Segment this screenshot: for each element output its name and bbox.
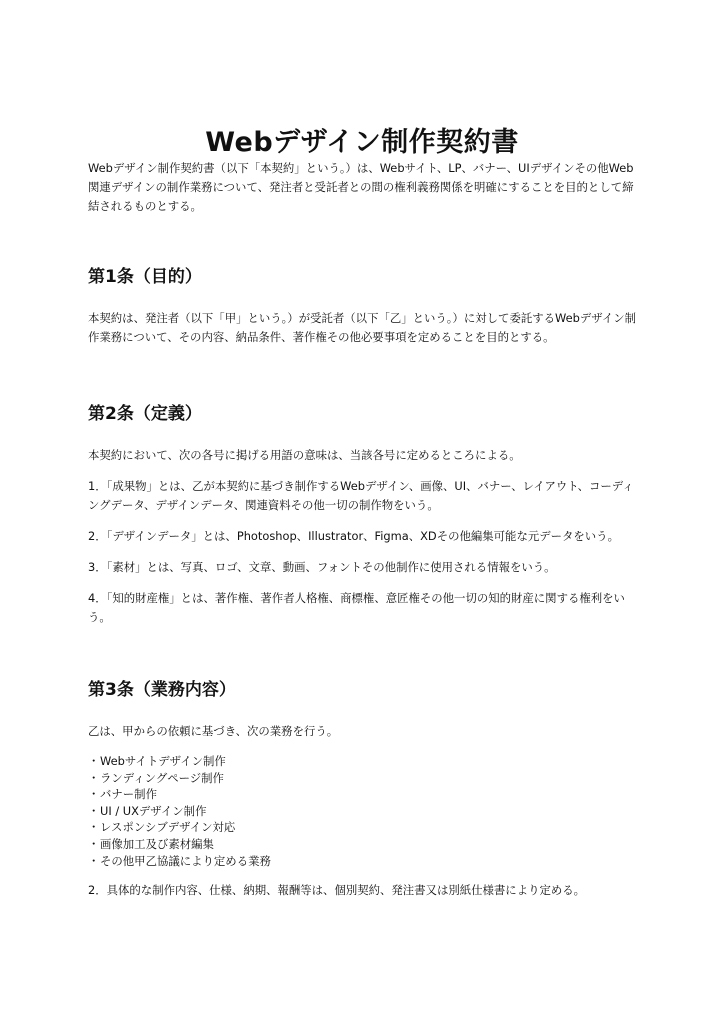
list-item	[88, 786, 636, 803]
article-3	[88, 675, 636, 900]
article-2-item-2: 2．「デザインデータ」とは、Photoshop、Illustrator、Figma、XDその他編集可能な元データをいう。	[88, 529, 619, 543]
article-1-paragraph: 本契約は、発注者（以下「甲」という。）が受託者（以下「乙」という。）に対して委託するWebデザイン制作業務について、その内容、納品条件、著作権その他必要事項を定めることを目的とする。	[88, 311, 636, 344]
list-item	[88, 853, 636, 870]
article-2-item-4: 4．「知的財産権」とは、著作権、著作者人格権、商標権、意匠権その他一切の知的財産に関する権利をいう。	[88, 591, 625, 624]
list-item-text: バナー制作	[100, 787, 157, 802]
list-item-text: Webサイトデザイン制作	[100, 754, 226, 768]
list-item	[88, 770, 636, 787]
article-2-lead: 本契約において、次の各号に掲げる用語の意味は、当該各号に定めるところによる。	[88, 448, 521, 462]
list-item-text: UI / UXデザイン制作	[100, 803, 207, 818]
list-item	[88, 836, 636, 853]
service-list	[88, 753, 636, 869]
bullet-marker: ・	[88, 770, 100, 785]
bullet-marker: ・	[88, 853, 100, 868]
document-title: Webデザイン制作契約書	[205, 127, 519, 158]
list-item	[88, 803, 636, 820]
intro-paragraph: Webデザイン制作契約書（以下「本契約」という。）は、Webサイト、LP、バナー、UIデザインその他Web関連デザインの制作業務について、発注者と受託者との間の権利義務関係を明確にすることを目的として締結されるものとする。	[88, 161, 634, 213]
bullet-marker: ・	[88, 754, 100, 768]
list-item-text: その他甲乙協議により定める業務	[100, 853, 271, 868]
bullet-marker: ・	[88, 803, 100, 818]
list-item-text: ランディングページ制作	[100, 770, 224, 785]
article-2-item-1: 1．「成果物」とは、乙が本契約に基づき制作するWebデザイン、画像、UI、バナー、レイアウト、コーディングデータ、デザインデータ、関連資料その他一切の制作物をいう。	[88, 479, 634, 512]
article-2-title: 第2条（定義）	[88, 404, 202, 424]
bullet-marker: ・	[88, 820, 100, 835]
bullet-marker: ・	[88, 787, 100, 802]
list-item-text: 画像加工及び素材編集	[100, 836, 214, 851]
article-3-closing: 2．具体的な制作内容、仕様、納期、報酬等は、個別契約、発注書又は別紙仕様書により定める。	[88, 883, 586, 898]
article-1	[88, 262, 636, 347]
article-2	[88, 399, 636, 627]
article-3-lead: 乙は、甲からの依頼に基づき、次の業務を行う。	[88, 724, 339, 738]
list-item	[88, 753, 636, 770]
article-3-title: 第3条（業務内容）	[88, 680, 236, 700]
list-item-text: レスポンシブデザイン対応	[100, 820, 236, 835]
article-2-item-3: 3．「素材」とは、写真、ロゴ、文章、動画、フォントその他制作に使用される情報をいう。	[88, 560, 556, 574]
list-item	[88, 819, 636, 836]
bullet-marker: ・	[88, 836, 100, 851]
article-1-title: 第1条（目的）	[88, 267, 202, 287]
